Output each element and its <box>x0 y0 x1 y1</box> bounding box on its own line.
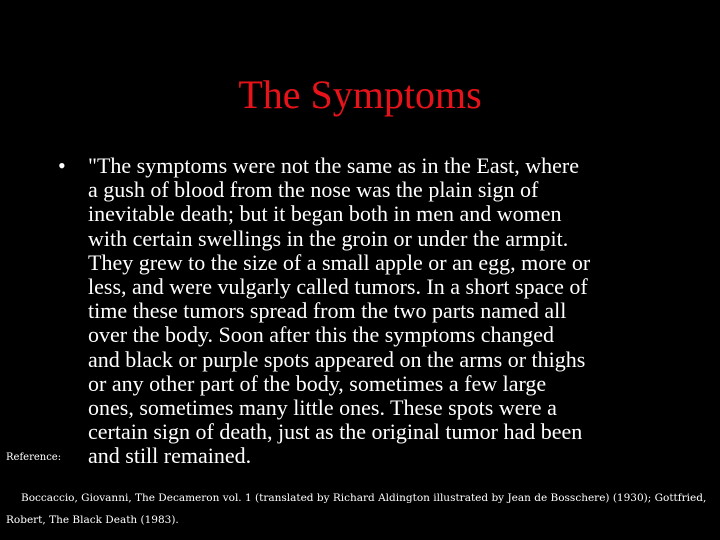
quote-line: "The symptoms were not the same as in the East, where <box>88 153 580 178</box>
citation <box>6 487 706 531</box>
citation-line: Robert, The Black Death (1983). <box>6 514 179 526</box>
bullet-icon: • <box>58 153 66 178</box>
citation-line: Boccaccio, Giovanni, The Decameron vol. 1 (translated by Richard Aldington illustrated by Jean de Bosschere) (1930); Gottfried, <box>21 492 707 504</box>
quote-bullet <box>58 154 668 469</box>
quote-line: less, and were vulgarly called tumors. In a short space of <box>88 274 588 300</box>
quote-line: and still remained. <box>88 443 252 469</box>
quote-line: a gush of blood from the nose was the plain sign of <box>88 177 539 203</box>
quote-line: or any other part of the body, sometimes a few large <box>88 370 547 396</box>
quote-line: over the body. Soon after this the symptoms changed <box>88 322 554 348</box>
quote-line: with certain swellings in the groin or under the armpit. <box>88 225 569 251</box>
reference-label: Reference: <box>6 452 62 463</box>
quote-line: and black or purple spots appeared on the arms or thighs <box>88 346 586 372</box>
slide-title: The Symptoms <box>238 72 482 117</box>
quote-line: certain sign of death, just as the original tumor had been <box>88 419 583 445</box>
quote-text <box>88 154 668 469</box>
quote-line: time these tumors spread from the two parts named all <box>88 298 567 324</box>
quote-line: ones, sometimes many little ones. These spots were a <box>88 395 557 421</box>
quote-line: inevitable death; but it began both in men and women <box>88 201 562 227</box>
quote-line: They grew to the size of a small apple or an egg, more or <box>88 249 591 275</box>
